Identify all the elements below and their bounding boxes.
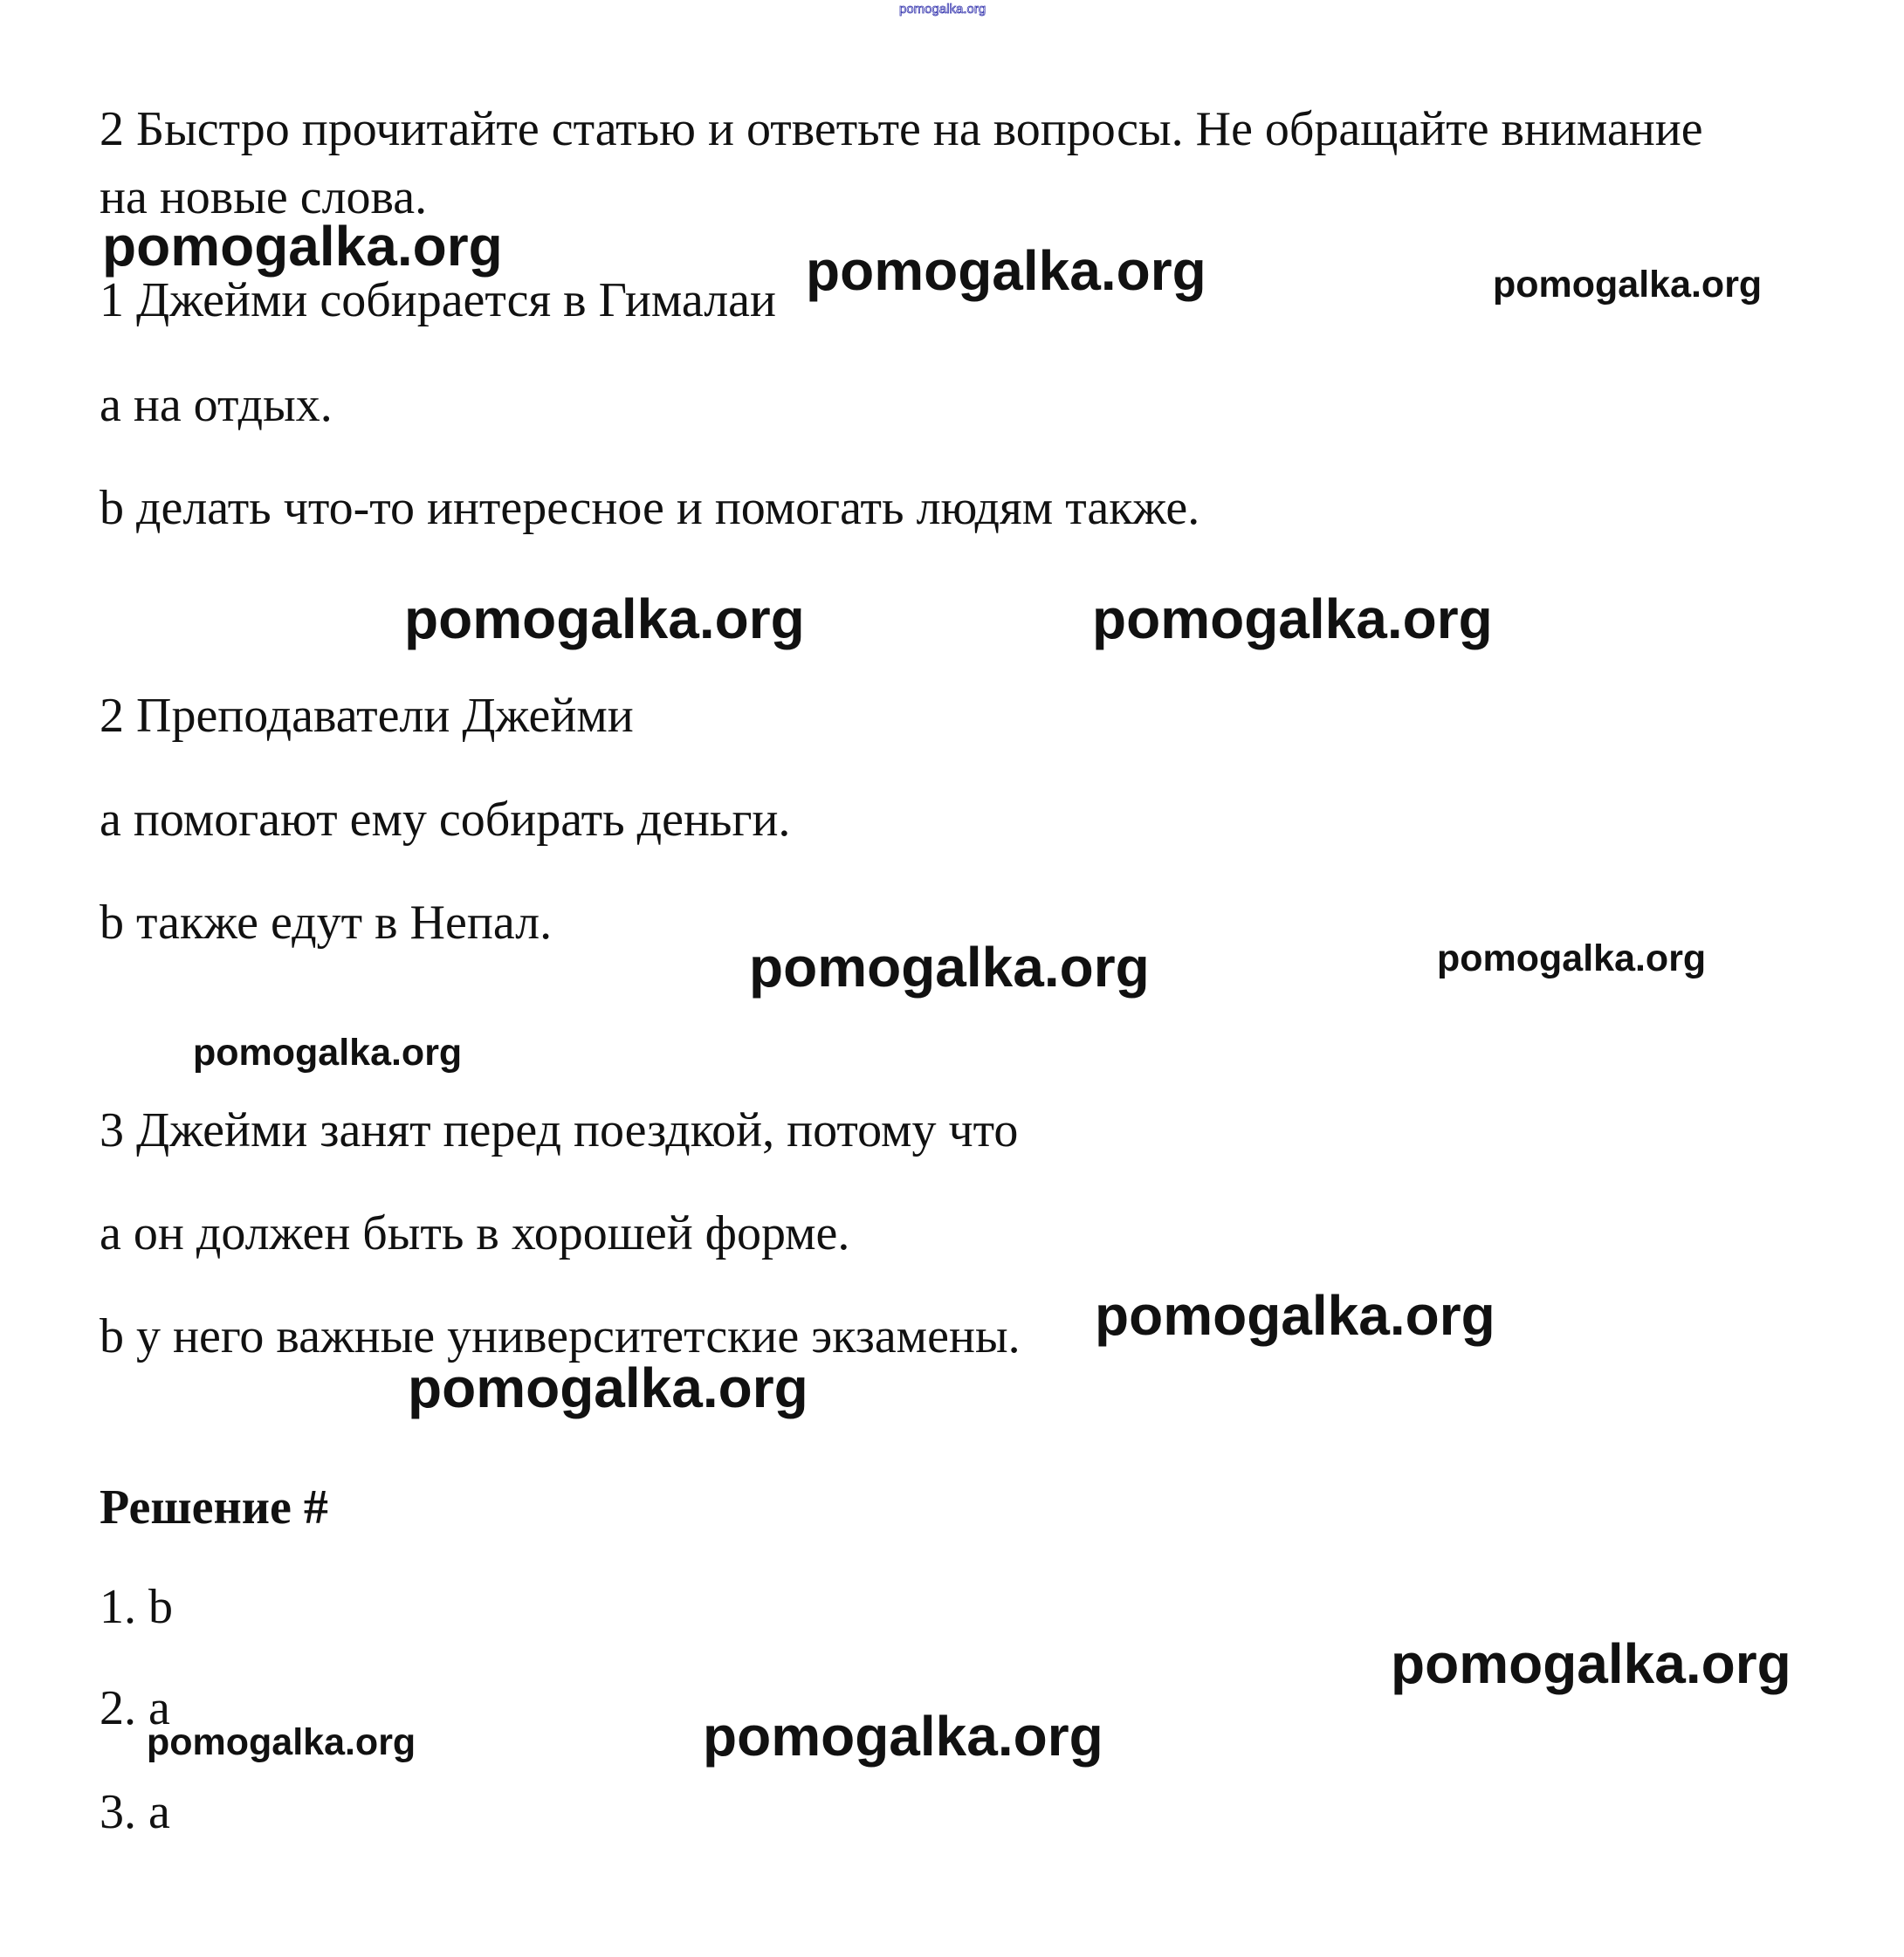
watermark: pomogalka.org (408, 1356, 808, 1419)
watermark: pomogalka.org (1437, 937, 1707, 979)
watermark: pomogalka.org (1092, 587, 1493, 650)
question-3-option-b: b у него важные университетские экзамены. (100, 1309, 1021, 1363)
task-line-2: на новые слова. (100, 170, 428, 224)
question-1-option-b: b делать что-то интересное и помогать людям также. (100, 481, 1200, 535)
watermark: pomogalka.org (1095, 1284, 1495, 1347)
watermark: pomogalka.org (1493, 264, 1763, 306)
question-2: 2 Преподаватели Джейми (100, 689, 634, 743)
question-1-option-a: a на отдых. (100, 378, 333, 432)
watermark: pomogalka.org (703, 1705, 1103, 1768)
solution-title: Решение # (100, 1480, 328, 1535)
question-2-option-b: b также едут в Непал. (100, 896, 553, 950)
watermark: pomogalka.org (749, 936, 1150, 999)
question-1: 1 Джейми собирается в Гималаи (100, 273, 777, 327)
watermark: pomogalka.org (806, 239, 1206, 302)
question-3-option-a: a он должен быть в хорошей форме. (100, 1206, 850, 1260)
answer-2: 2. a (100, 1681, 170, 1735)
task-line-1: 2 Быстро прочитайте статью и ответьте на вопросы. Не обращайте внимание (100, 102, 1703, 156)
answer-3: 3. a (100, 1785, 170, 1839)
watermark: pomogalka.org (1391, 1632, 1791, 1695)
watermark: pomogalka.org (193, 1032, 463, 1074)
question-3: 3 Джейми занят перед поездкой, потому что (100, 1103, 1019, 1157)
watermark: pomogalka.org (404, 587, 805, 650)
watermark: pomogalka.org (102, 215, 503, 278)
question-2-option-a: a помогают ему собирать деньги. (100, 793, 791, 847)
header-watermark: pomogalka.org (899, 2, 986, 17)
watermark: pomogalka.org (147, 1721, 416, 1763)
answer-1: 1. b (100, 1580, 173, 1634)
